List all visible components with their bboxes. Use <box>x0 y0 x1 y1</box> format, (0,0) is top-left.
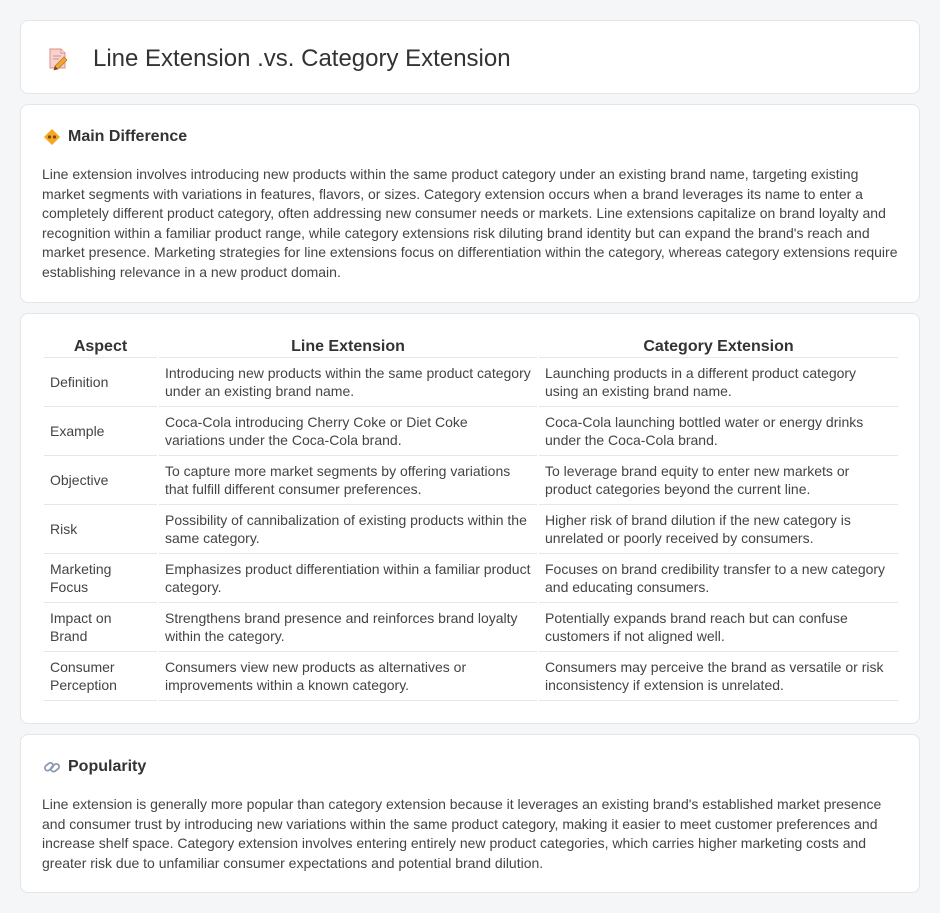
line-extension-cell: Emphasizes product differentiation within a familiar product category. <box>159 554 537 603</box>
line-extension-cell: Introducing new products within the same product category under an existing brand name. <box>159 358 537 407</box>
main-difference-heading: Main Difference <box>68 128 188 145</box>
comparison-table <box>42 336 900 701</box>
aspect-cell: Consumer Perception <box>44 652 157 701</box>
category-extension-cell: To leverage brand equity to enter new markets or product categories beyond the current line. <box>539 456 898 505</box>
table-row <box>44 652 898 701</box>
diamond-icon <box>43 128 61 146</box>
aspect-cell: Definition <box>44 358 157 407</box>
aspect-cell: Example <box>44 407 157 456</box>
aspect-cell: Risk <box>44 505 157 554</box>
category-extension-cell: Launching products in a different product category using an existing brand name. <box>539 358 898 407</box>
popularity-heading: Popularity <box>68 758 147 775</box>
table-row <box>44 358 898 407</box>
category-extension-cell: Consumers may perceive the brand as versatile or risk inconsistency if extension is unrelated. <box>539 652 898 701</box>
line-extension-cell: Consumers view new products as alternatives or improvements within a known category. <box>159 652 537 701</box>
table-row <box>44 505 898 554</box>
popularity-section <box>20 734 920 893</box>
table-header-row <box>44 336 898 358</box>
aspect-cell: Impact on Brand <box>44 603 157 652</box>
aspect-cell: Marketing Focus <box>44 554 157 603</box>
table-row <box>44 456 898 505</box>
comparison-table-card <box>20 313 920 724</box>
aspect-cell: Objective <box>44 456 157 505</box>
table-row <box>44 603 898 652</box>
category-extension-cell: Potentially expands brand reach but can confuse customers if not aligned well. <box>539 603 898 652</box>
line-extension-cell: Strengthens brand presence and reinforces brand loyalty within the category. <box>159 603 537 652</box>
main-difference-text: Line extension involves introducing new products within the same product category under an existing brand name, targeting existing market segments with variations in features, flavors, or sizes. Category extension occurs when a brand leverages its name to enter a completely different product category, often addressing new consumer needs or markets. Line extensions capitalize on brand loyalty and recognition within a familiar product range, while category extensions risk diluting brand identity but can expand the brand's reach and market presence. Marketing strategies for line extensions focus on differentiation within the category, whereas category extensions require establishing relevance in a new product domain. <box>42 166 898 280</box>
header-category-extension: Category Extension <box>539 336 898 358</box>
header-line-extension: Line Extension <box>159 336 537 358</box>
category-extension-cell: Coca-Cola launching bottled water or energy drinks under the Coca-Cola brand. <box>539 407 898 456</box>
line-extension-cell: To capture more market segments by offering variations that fulfill different consumer preferences. <box>159 456 537 505</box>
title-card <box>20 20 920 94</box>
document-pencil-icon <box>47 47 69 71</box>
link-icon <box>43 758 61 776</box>
line-extension-cell: Coca-Cola introducing Cherry Coke or Diet Coke variations under the Coca-Cola brand. <box>159 407 537 456</box>
table-row <box>44 407 898 456</box>
category-extension-cell: Focuses on brand credibility transfer to a new category and educating consumers. <box>539 554 898 603</box>
category-extension-cell: Higher risk of brand dilution if the new category is unrelated or poorly received by consumers. <box>539 505 898 554</box>
header-aspect: Aspect <box>44 336 157 358</box>
table-row <box>44 554 898 603</box>
popularity-text: Line extension is generally more popular than category extension because it leverages an existing brand's established market presence and consumer trust by introducing new variations within the same product category, making it easier to meet customer preferences and increase shelf space. Category extension involves entering entirely new product categories, which carries higher marketing costs and greater risk due to unfamiliar consumer expectations and potential brand dilution. <box>42 796 882 871</box>
line-extension-cell: Possibility of cannibalization of existing products within the same category. <box>159 505 537 554</box>
main-difference-section <box>20 104 920 303</box>
page-title: Line Extension .vs. Category Extension <box>93 45 511 72</box>
